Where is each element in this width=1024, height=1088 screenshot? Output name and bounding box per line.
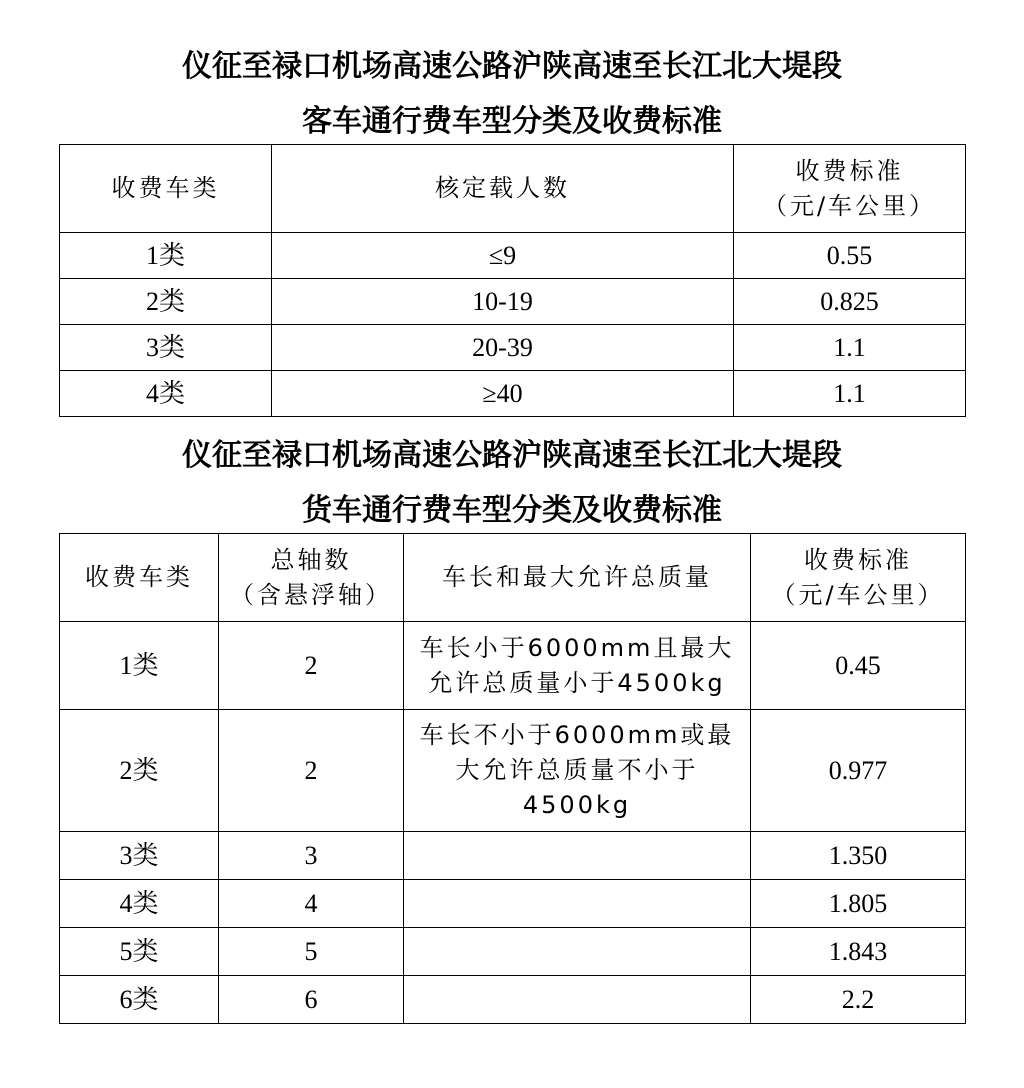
truck-title-line1: 仪征至禄口机场高速公路沪陕高速至长江北大堤段 xyxy=(182,438,842,473)
passenger-header-rate xyxy=(734,145,966,233)
truck-row-spec-line: 大允许总质量不小于 xyxy=(455,756,699,784)
passenger-title-line2: 客车通行费车型分类及收费标准 xyxy=(302,104,722,139)
truck-row-axles: 2 xyxy=(219,710,404,832)
truck-row-rate: 0.977 xyxy=(751,710,966,832)
passenger-row-seats: ≤9 xyxy=(272,233,734,279)
passenger-title-line1: 仪征至禄口机场高速公路沪陕高速至长江北大堤段 xyxy=(182,49,842,84)
truck-header-rate-line2: （元/车公里） xyxy=(771,580,945,609)
truck-row-type: 2类 xyxy=(60,710,219,832)
table-row xyxy=(60,710,966,832)
truck-row-spec xyxy=(404,928,751,976)
truck-row-type: 5类 xyxy=(60,928,219,976)
truck-header-spec: 车长和最大允许总质量 xyxy=(404,534,751,622)
passenger-row-type: 1类 xyxy=(60,233,272,279)
passenger-row-type: 2类 xyxy=(60,279,272,325)
table-row xyxy=(60,832,966,880)
passenger-header-seats: 核定载人数 xyxy=(272,145,734,233)
truck-row-spec-line: 车长小于6000mm且最大 xyxy=(419,633,735,662)
truck-row-spec-line: 车长不小于6000mm或最 xyxy=(419,721,735,749)
table-row xyxy=(60,880,966,928)
passenger-row-seats: ≥40 xyxy=(272,371,734,417)
truck-row-rate: 2.2 xyxy=(751,976,966,1024)
truck-row-spec-line: 4500kg xyxy=(522,791,632,819)
truck-row-type: 3类 xyxy=(60,832,219,880)
truck-header-rate xyxy=(751,534,966,622)
passenger-fee-table xyxy=(59,144,966,417)
passenger-row-seats: 20-39 xyxy=(272,325,734,371)
passenger-header-type: 收费车类 xyxy=(60,145,272,233)
table-row xyxy=(60,233,966,279)
truck-fee-table xyxy=(59,533,966,1024)
truck-row-axles: 4 xyxy=(219,880,404,928)
truck-row-spec xyxy=(404,880,751,928)
truck-row-spec xyxy=(404,832,751,880)
truck-row-axles: 5 xyxy=(219,928,404,976)
passenger-row-rate: 0.55 xyxy=(734,233,966,279)
passenger-row-type: 4类 xyxy=(60,371,272,417)
truck-row-rate: 0.45 xyxy=(751,622,966,710)
passenger-row-rate: 1.1 xyxy=(734,371,966,417)
truck-row-spec xyxy=(404,976,751,1024)
truck-row-type: 4类 xyxy=(60,880,219,928)
truck-row-rate: 1.350 xyxy=(751,832,966,880)
truck-row-spec xyxy=(404,622,751,710)
truck-header-rate-line1: 收费标准 xyxy=(804,545,912,574)
table-row xyxy=(60,928,966,976)
passenger-header-rate-line1: 收费标准 xyxy=(795,156,904,185)
passenger-row-type: 3类 xyxy=(60,325,272,371)
truck-row-type: 6类 xyxy=(60,976,219,1024)
truck-row-rate: 1.843 xyxy=(751,928,966,976)
truck-header-type: 收费车类 xyxy=(60,534,219,622)
truck-header-axles-line1: 总轴数 xyxy=(270,545,352,574)
passenger-header-rate-line2: （元/车公里） xyxy=(762,191,937,220)
truck-header-axles-line2: （含悬浮轴） xyxy=(230,580,392,609)
passenger-row-seats: 10-19 xyxy=(272,279,734,325)
truck-row-axles: 2 xyxy=(219,622,404,710)
table-row xyxy=(60,371,966,417)
truck-row-axles: 6 xyxy=(219,976,404,1024)
truck-row-spec xyxy=(404,710,751,832)
truck-row-rate: 1.805 xyxy=(751,880,966,928)
truck-title-line2: 货车通行费车型分类及收费标准 xyxy=(302,493,722,528)
passenger-row-rate: 1.1 xyxy=(734,325,966,371)
truck-header-row xyxy=(60,534,966,622)
truck-header-axles xyxy=(219,534,404,622)
passenger-header-row xyxy=(60,145,966,233)
truck-row-type: 1类 xyxy=(60,622,219,710)
table-row xyxy=(60,622,966,710)
table-row xyxy=(60,325,966,371)
table-row xyxy=(60,976,966,1024)
truck-row-spec-line: 允许总质量小于4500kg xyxy=(428,668,726,697)
table-row xyxy=(60,279,966,325)
truck-row-axles: 3 xyxy=(219,832,404,880)
passenger-row-rate: 0.825 xyxy=(734,279,966,325)
